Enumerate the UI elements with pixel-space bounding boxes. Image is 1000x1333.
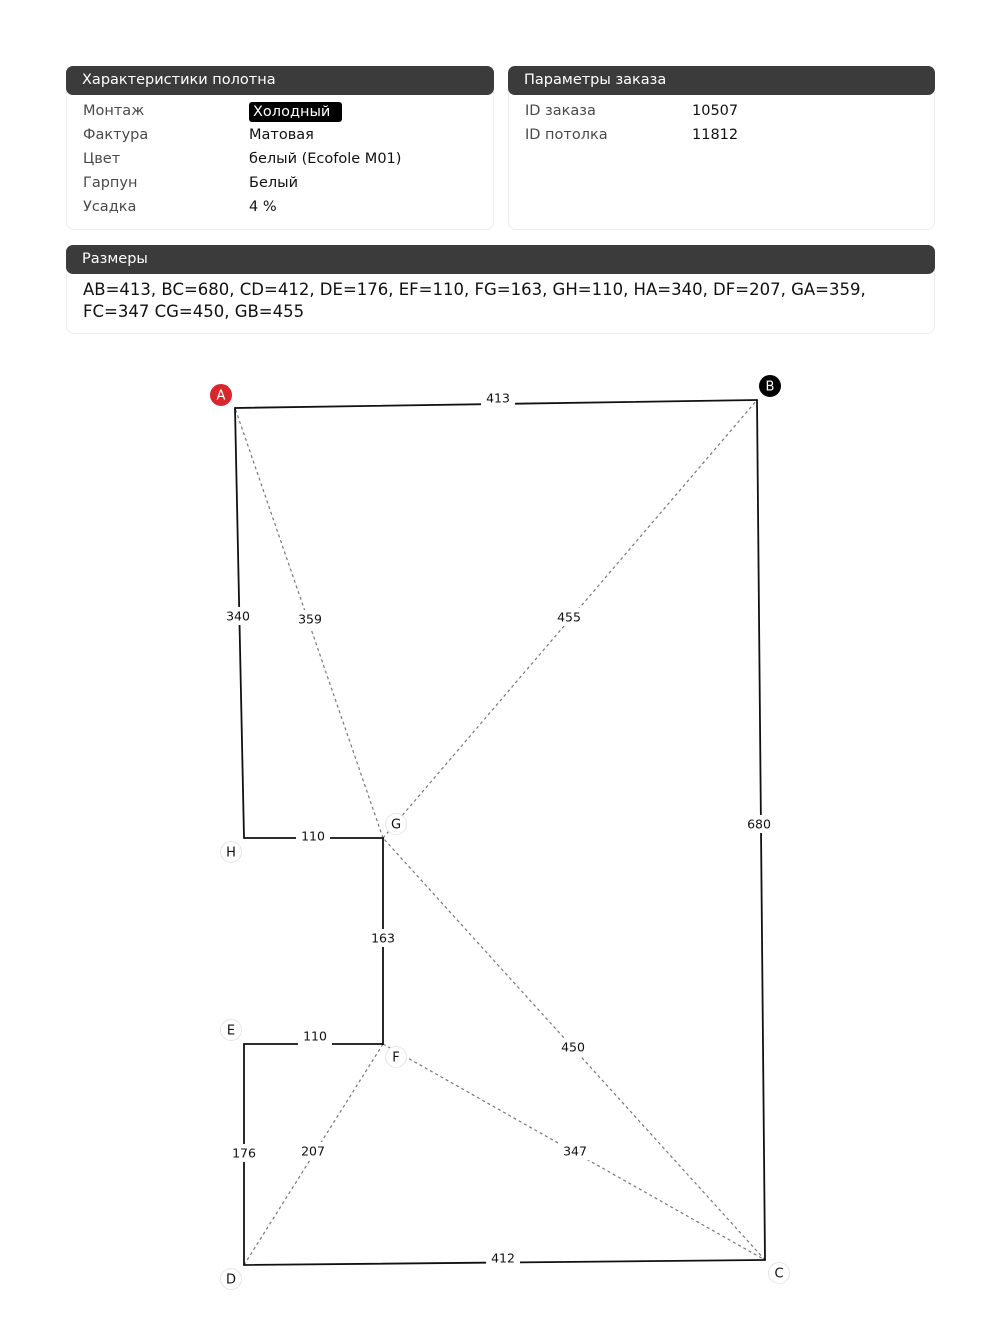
spec-value: Матовая — [249, 127, 314, 143]
side-length-EF: 110 — [303, 1028, 327, 1044]
order-params-title: Параметры заказа — [508, 66, 935, 95]
diagonal-length-GB: 455 — [557, 609, 581, 625]
point-label-d: D — [225, 1272, 237, 1288]
order-label: ID заказа — [525, 103, 596, 119]
order-value: 10507 — [692, 103, 739, 119]
point-label-a: A — [216, 388, 226, 404]
mount-badge: Холодный — [249, 102, 342, 122]
point-label-f: F — [392, 1050, 400, 1066]
side-length-GH: 110 — [301, 828, 325, 844]
diagonal-length-GA: 359 — [298, 611, 322, 627]
spec-value: белый (Ecofole M01) — [249, 151, 402, 167]
point-label-h: H — [226, 845, 236, 861]
sizes-text: AB=413, BC=680, CD=412, DE=176, EF=110, FG=163, GH=110, HA=340, DF=207, GA=359, FC=347 CG=450, GB=455 — [83, 280, 866, 321]
side-length-CD: 412 — [491, 1250, 515, 1266]
side-length-DE: 176 — [232, 1145, 256, 1161]
point-label-c: C — [774, 1266, 784, 1282]
spec-label: Гарпун — [83, 175, 138, 191]
side-length-HA: 340 — [226, 608, 250, 624]
spec-label: Цвет — [83, 151, 121, 167]
diagonal-length-CG: 450 — [561, 1039, 585, 1055]
spec-value: 4 % — [249, 199, 277, 215]
diagonal-length-DF: 207 — [301, 1143, 325, 1159]
spec-label: Монтаж — [83, 103, 145, 119]
spec-label: Усадка — [83, 199, 137, 215]
side-length-FG: 163 — [371, 930, 395, 946]
side-length-BC: 680 — [747, 816, 771, 832]
point-label-b: B — [765, 379, 775, 395]
sizes-title: Размеры — [66, 245, 935, 274]
canvas-specs-title: Характеристики полотна — [66, 66, 494, 95]
point-label-e: E — [226, 1023, 236, 1039]
diagonal-length-FC: 347 — [563, 1143, 587, 1159]
side-length-AB: 413 — [486, 390, 510, 406]
order-value: 11812 — [692, 127, 739, 143]
spec-value: Белый — [249, 175, 299, 191]
order-label: ID потолка — [525, 127, 608, 143]
spec-label: Фактура — [83, 127, 149, 143]
point-label-g: G — [390, 817, 402, 833]
length-labels-layer — [221, 389, 776, 1267]
